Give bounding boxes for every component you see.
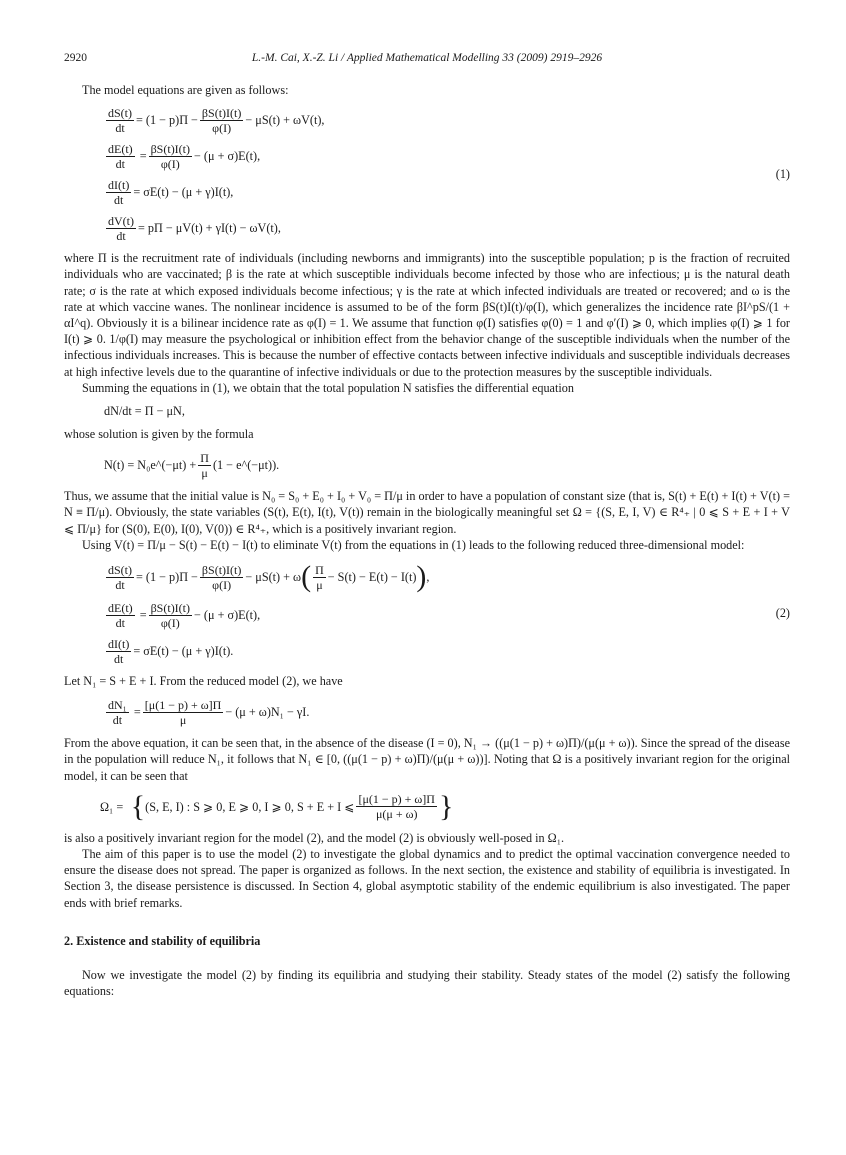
paragraph-let-n1: Let N₁ = S + E + I. From the reduced model (2), we have — [64, 674, 343, 689]
equation-de: $\frac{dE(t)}{dt}$ = $\frac{\beta S(t)I(t)}{\varphi(I)}$ − (μ + σ)E(t), — [108, 141, 261, 171]
equation-reduced-ds: $\frac{dS(t)}{dt}$ = (1 − p)Π − $\frac{\beta S(t)I(t)}{\varphi(I)}$ − μS(t) + ω ( $\frac{\Pi}{\mu}$ − S(t) − E(t) − I(t) ) , — [108, 560, 430, 594]
paragraph-reduction: Using V(t) = Π/μ − S(t) − E(t) − I(t) to eliminate V(t) from the equations in (1) leads to the following reduced three-dimensional model: — [82, 537, 745, 552]
equation-reduced-de: $\frac{dE(t)}{dt}$ = $\frac{\beta S(t)I(t)}{\varphi(I)}$ − (μ + σ)E(t), — [108, 600, 261, 630]
paragraph-solution: whose solution is given by the formula — [64, 427, 254, 442]
paragraph-invariant-region: is also a positively invariant region for the model (2), and the model (2) is obviously well-posed in Ω₁. — [64, 830, 565, 845]
equation-n-solution: N(t) = N₀e^(−μt) + $\frac{\Pi}{\mu}$ (1 − e^(−μt)). — [104, 450, 280, 480]
equation-reduced-di: $\frac{dI(t)}{dt}$ = σE(t) − (μ + γ)I(t). — [108, 636, 234, 666]
equation-label-2: (2) — [775, 605, 790, 620]
journal-citation: L.-M. Cai, X.-Z. Li / Applied Mathematical Modelling 33 (2009) 2919–2926 — [251, 52, 603, 64]
paragraph-initial-value: Thus, we assume that the initial value is N₀ = S₀ + E₀ + I₀ + V₀ = Π/μ in order to have a population of constant size (that is, S(t) + E(t) + I(t) + V(t) = N ≡ Π/μ). Obviously, the state variables (S(t), E(t), I(t), V(t)) remain in the biologically meaningful set Ω = {(S, E, I, V) ∈ R⁴₊ | 0 ⩽ S + E + I + V ⩽ Π/μ} for (S(0), E(0), I(0), V(0)) ∈ R⁴₊, which is a positively invariant region. — [64, 489, 790, 536]
equation-di: $\frac{dI(t)}{dt}$ = σE(t) − (μ + γ)I(t), — [108, 177, 234, 207]
intro-sentence: The model equations are given as follows: — [82, 83, 289, 97]
equation-dv: $\frac{dV(t)}{dt}$ = pΠ − μV(t) + γI(t) − ωV(t), — [108, 213, 281, 243]
equation-total-population: dN/dt = Π − μN, — [104, 403, 185, 418]
equation-dn1: $\frac{\text{dN₁}}{dt}$ = $\frac{[\mu(1 - p) + \omega]\Pi}{\mu}$ − (μ + ω)N₁ − γI. — [108, 697, 310, 727]
equation-system-1 — [64, 102, 790, 246]
paragraph-summing: Summing the equations in (1), we obtain that the total population N satisfies the differential equation — [82, 380, 574, 395]
equation-label-1: (1) — [775, 167, 790, 182]
paragraph-aim: The aim of this paper is to use the model (2) to investigate the global dynamics and to predict the optimal vaccination convergence needed to ensure the disease does not spread. The paper is organized as follows. In the next section, the existence and stability of equilibria is investigated. In Section 3, the disease persistence is discussed. In Section 4, global asymptotic stability of the endemic equilibrium is also investigated. The paper ends with brief remarks. — [64, 847, 790, 910]
article-body — [64, 82, 790, 999]
section-heading: 2. Existence and stability of equilibria — [64, 933, 261, 948]
paragraph-parameters: where Π is the recruitment rate of individuals (including newborns and immigrants) into the susceptible population; p is the fraction of recruited individuals who are vaccinated; β is the rate at which susceptible individuals become infected by those who are infectious; μ is the natural death rate; σ is the rate at which exposed individuals become infectious; γ is the rate at which infected individuals are treated or recovered; and ω is the rate at which vaccine wanes. The nonlinear incidence is assumed to be of the form βS(t)I(t)/φ(I), which generalizes the incidence rate βI^pS/(1 + αI^q). Obviously it is a bilinear incidence rate as φ(I) = 1. We assume that function φ(I) satisfies φ(0) = 1 and φ′(I) ⩾ 0, which implies φ(I) ⩾ 1 for I(t) ⩾ 0. 1/φ(I) may measure the psychological or inhibition effect from the behavior change of the susceptible individuals when the number of the infectious individuals increases. This is because the number of effective contacts between infective individuals and susceptible individuals decreases at high infective levels due to the quarantine of infective individuals or due to the protection measures by the susceptible individuals. — [64, 251, 790, 379]
equation-omega1: Ω₁ = { (S, E, I) : S ⩾ 0, E ⩾ 0, I ⩾ 0, S + E + I ⩽ $\frac{[\mu(1 - p) + \omega]\Pi}{\mu(\mu + \omega)}$ } — [100, 789, 454, 823]
page-number: 2920 — [64, 52, 87, 64]
paragraph-equilibria: Now we investigate the model (2) by finding its equilibria and studying their stability. Steady states of the model (2) satisfy the following equations: — [64, 968, 790, 999]
equation-system-2 — [64, 557, 790, 669]
paragraph-absence-of-disease: From the above equation, it can be seen that, in the absence of the disease (I = 0), N₁ → ((μ(1 − p) + ω)Π)/(μ(μ + ω)). Since the spread of the disease in the population will reduce N₁, it follows that N₁ ∈ [0, ((μ(1 − p) + ω)Π)/(μ(μ + ω))]. Noting that Ω is a positively invariant region for the original model, it can be seen that — [64, 736, 790, 783]
equation-ds: $\frac{dS(t)}{dt}$ = (1 − p)Π − $\frac{\beta S(t)I(t)}{\varphi(I)}$ − μS(t) + ωV(t), — [108, 105, 325, 135]
running-header — [64, 52, 790, 68]
